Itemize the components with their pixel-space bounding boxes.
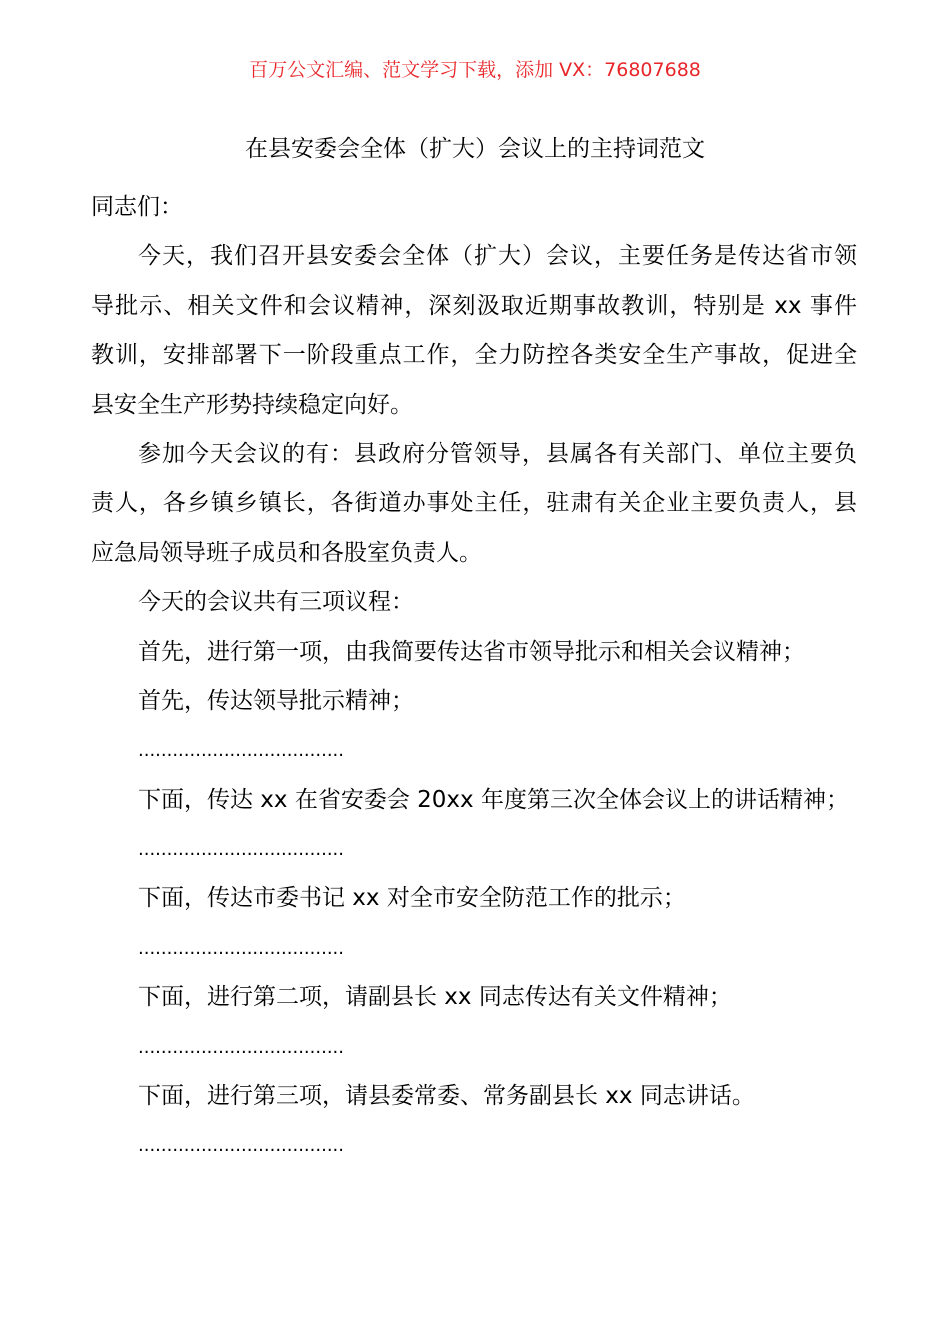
watermark-header: 百万公文汇编、范文学习下载，添加 VX：76807688	[249, 59, 701, 81]
agenda-item: 首先，传达领导批示精神；	[138, 687, 414, 714]
agenda-item: 下面，进行第三项，请县委常委、常务副县长 xx 同志讲话。	[138, 1083, 755, 1110]
paragraph-line: 导批示、相关文件和会议精神，深刻汲取近期事故教训，特别是 xx 事件	[91, 292, 857, 319]
paragraph-intro	[91, 232, 857, 430]
ellipsis-line: ....................................	[138, 1135, 344, 1157]
document-title: 在县安委会全体（扩大）会议上的主持词范文	[245, 136, 705, 162]
salutation: 同志们：	[91, 194, 183, 220]
paragraph-line: 应急局领导班子成员和各股室负责人。	[91, 539, 482, 566]
ellipsis-line: ....................................	[138, 1036, 344, 1058]
ellipsis-line: ....................................	[138, 839, 344, 861]
paragraph-line: 今天，我们召开县安委会全体（扩大）会议，主要任务是传达省市领	[138, 243, 857, 270]
agenda-intro: 今天的会议共有三项议程：	[138, 589, 414, 616]
paragraph-line: 责人，各乡镇乡镇长，各街道办事处主任，驻肃有关企业主要负责人，县	[91, 490, 857, 517]
agenda-item: 下面，进行第二项，请副县长 xx 同志传达有关文件精神；	[138, 984, 732, 1011]
document-body	[91, 183, 857, 1171]
paragraph-line: 教训，安排部署下一阶段重点工作，全力防控各类安全生产事故，促进全	[91, 342, 857, 369]
paragraph-line: 县安全生产形势持续稳定向好。	[91, 391, 413, 418]
agenda-item: 下面，传达市委书记 xx 对全市安全防范工作的批示；	[138, 885, 686, 912]
paragraph-line: 参加今天会议的有：县政府分管领导，县属各有关部门、单位主要负	[138, 440, 857, 467]
agenda-item: 首先，进行第一项，由我简要传达省市领导批示和相关会议精神；	[138, 638, 805, 665]
ellipsis-line: ....................................	[138, 740, 344, 762]
paragraph-attendees	[91, 430, 857, 578]
ellipsis-line: ....................................	[138, 937, 344, 959]
agenda-item: 下面，传达 xx 在省安委会 20xx 年度第三次全体会议上的讲话精神；	[138, 786, 849, 813]
